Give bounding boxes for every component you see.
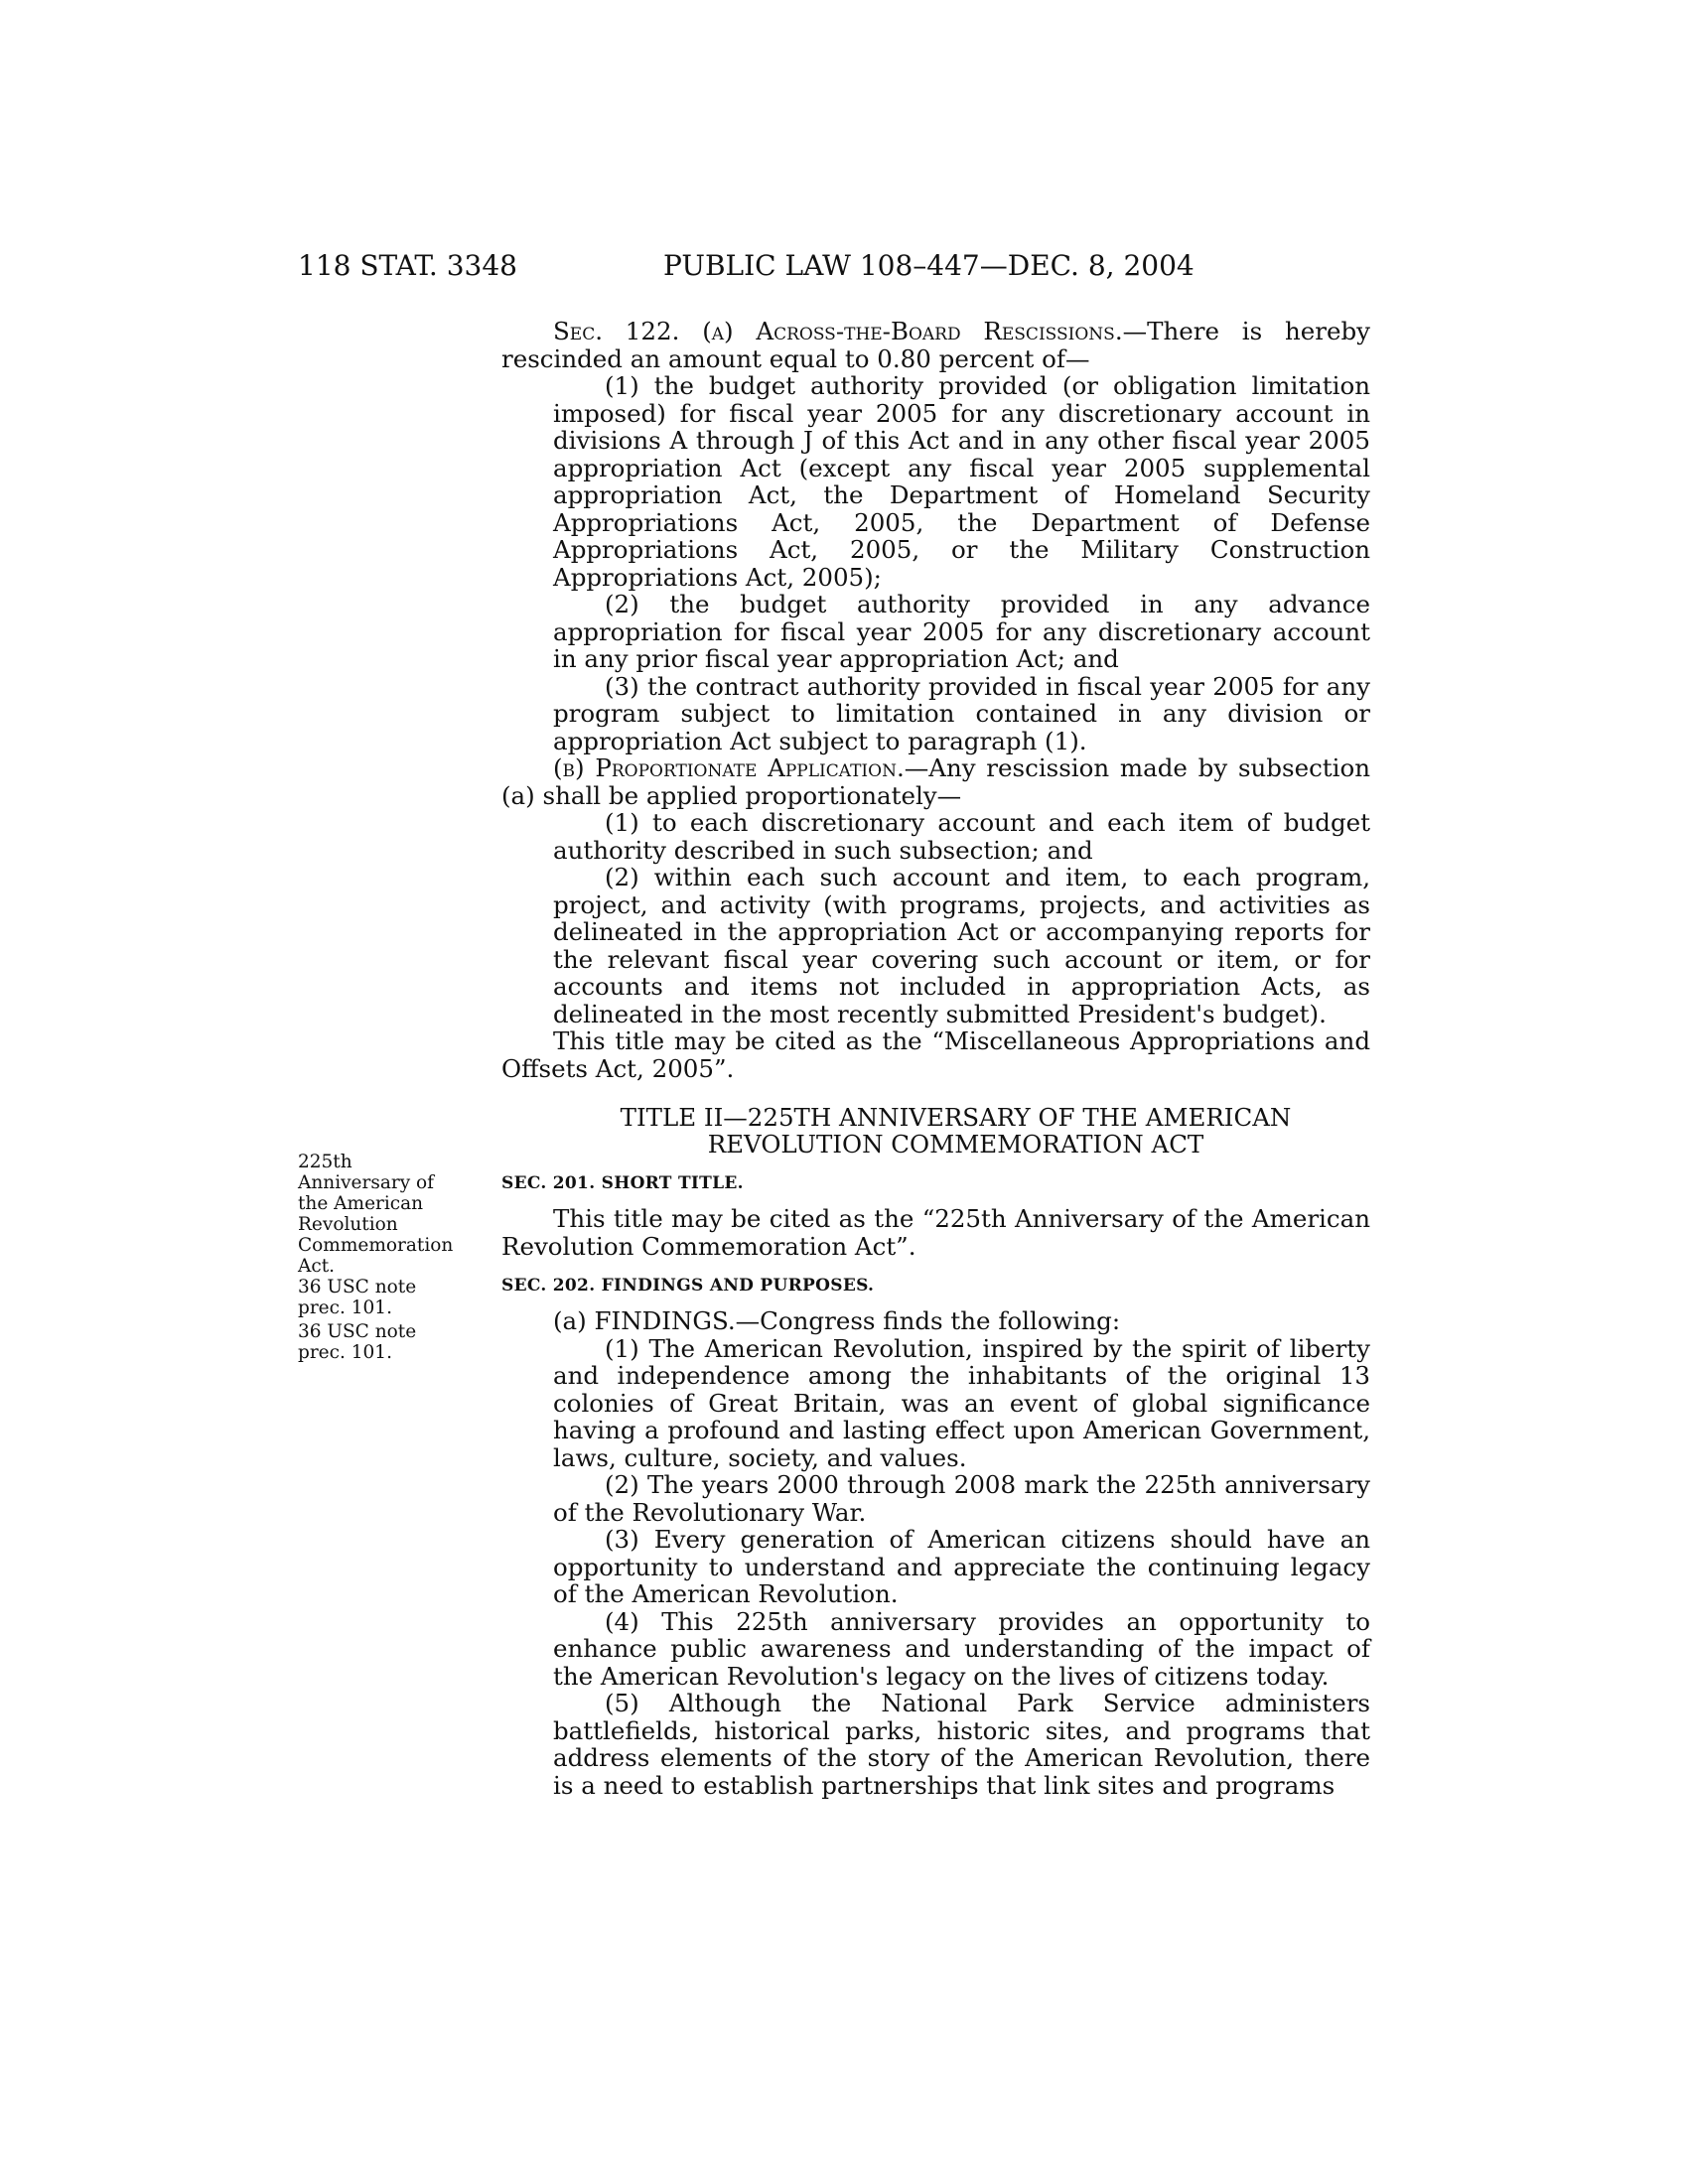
sec202-heading: SEC. 202. FINDINGS AND PURPOSES. <box>501 1276 875 1296</box>
sec201-heading: SEC. 201. SHORT TITLE. <box>501 1173 744 1193</box>
sec122-number: Sec. 122. <box>553 317 680 345</box>
sec122-paragraph-2: (2) the budget authority provided in any advance appropriation for fiscal year 2005 for any discretionary account in any prior fiscal year appropriation Act; and <box>553 590 1370 673</box>
main-text-column <box>501 318 1370 1799</box>
margin-note-line: 225th <box>298 1152 352 1172</box>
sec122-a-heading: (a) Across-the-Board Rescissions. <box>702 317 1123 345</box>
title-ii-line-2: REVOLUTION COMMEMORATION ACT <box>707 1130 1204 1159</box>
sec122-subsection-b <box>501 754 1370 809</box>
sec122-a-text: —There is hereby rescinded an amount equal to 0.80 percent of— <box>501 317 1370 373</box>
page-header <box>298 249 1370 289</box>
sec202-findings-intro: (a) FINDINGS.—Congress finds the following: <box>553 1306 1121 1335</box>
sec202-finding-3: (3) Every generation of American citizens should have an opportunity to understand and appreciate the continuing legacy of the American Revolution. <box>553 1525 1370 1608</box>
sec201-text: This title may be cited as the “225th Anniversary of the American Revolution Commemoration Act”. <box>501 1204 1370 1261</box>
sec202-finding-1: (1) The American Revolution, inspired by the spirit of liberty and independence among the inhabitants of the original 13 colonies of Great Britain, was an event of global significance having a profound and lasting effect upon American Government, laws, culture, society, and values. <box>553 1333 1370 1472</box>
margin-note-line: 36 USC note <box>298 1277 417 1297</box>
sec122-subsection-a <box>501 318 1370 372</box>
margin-note-line: the American <box>298 1193 424 1214</box>
margin-note-line: Act. <box>298 1256 336 1277</box>
public-law-reference: PUBLIC LAW 108–447—DEC. 8, 2004 <box>663 249 1195 282</box>
title-ii-line-1: TITLE II—225TH ANNIVERSARY OF THE AMERICAN <box>620 1103 1292 1132</box>
margin-note-line: Revolution <box>298 1214 398 1235</box>
margin-notes <box>298 1152 477 1363</box>
sec122-closing: This title may be cited as the “Miscellaneous Appropriations and Offsets Act, 2005”. <box>501 1026 1370 1083</box>
margin-note-line: prec. 101. <box>298 1342 392 1363</box>
margin-note-line: 36 USC note <box>298 1321 417 1342</box>
sec122-b-heading: (b) Proportionate Application. <box>553 753 905 782</box>
sec202-finding-4: (4) This 225th anniversary provides an opportunity to enhance public awareness and understanding of the impact of the American Revolution's legacy on the lives of citizens today. <box>553 1606 1370 1691</box>
statute-reference: 118 STAT. 3348 <box>298 249 517 282</box>
margin-note-line: Anniversary of <box>298 1172 435 1193</box>
sec122-paragraph-1: (1) the budget authority provided (or obligation limitation imposed) for fiscal year 2005 for any discretionary account in divisions A through J of this Act and in any other fiscal year 2005 appropriation Act (except any fiscal year 2005 supplemental appropriation Act, the Department of Homeland Security Appropriations Act, 2005, the Department of Defense Appropriations Act, 2005, or the Military Construction Appropriations Act, 2005); <box>553 371 1370 592</box>
title-ii-heading <box>501 1104 1370 1158</box>
sec122-b-paragraph-2: (2) within each such account and item, to each program, project, and activity (with programs, projects, and activities as delineated in the appropriation Act or accompanying reports for the relevant fiscal year covering such account or item, or for accounts and items not included in appropriation Acts, as delineated in the most recently submitted President's budget). <box>553 863 1370 1028</box>
margin-note-line: Commemoration <box>298 1235 454 1256</box>
sec202-finding-5: (5) Although the National Park Service administers battlefields, historical parks, historic sites, and programs that address elements of the story of the American Revolution, there is a need to establish partnerships that link sites and programs <box>553 1689 1370 1800</box>
sec202-finding-2: (2) The years 2000 through 2008 mark the 225th anniversary of the Revolutionary War. <box>553 1470 1370 1527</box>
margin-note-line: prec. 101. <box>298 1297 392 1318</box>
sec122-b-text: —Any rescission made by subsection (a) shall be applied proportionately— <box>501 753 1370 810</box>
sec122-b-paragraph-1: (1) to each discretionary account and each item of budget authority described in such subsection; and <box>553 808 1370 865</box>
sec122-paragraph-3: (3) the contract authority provided in fiscal year 2005 for any program subject to limitation contained in any division or appropriation Act subject to paragraph (1). <box>553 671 1370 755</box>
